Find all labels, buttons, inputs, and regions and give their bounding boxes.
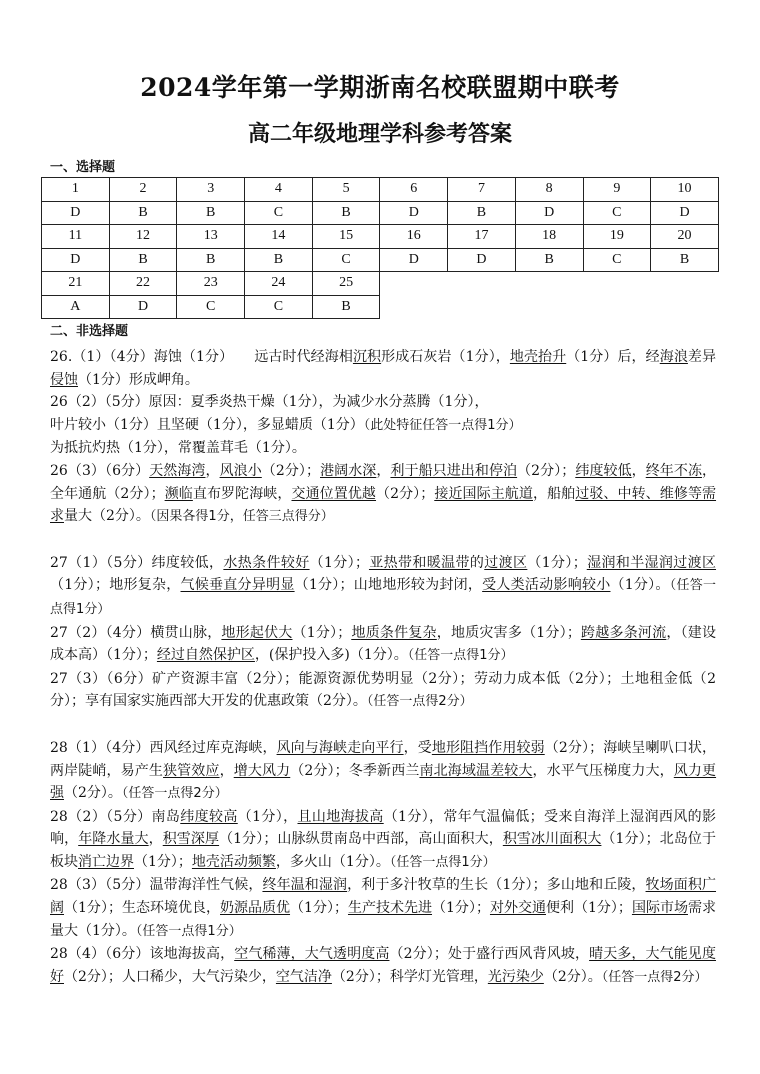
answer-text: （2分）。 <box>543 968 602 985</box>
answer-text: （1分）， <box>237 808 298 825</box>
scoring-note: （任答一点得2分） <box>121 786 228 802</box>
page-subtitle: 高二年级地理学科参考答案 <box>247 121 512 147</box>
question-number-cell: 13 <box>177 225 245 249</box>
answer-cell: D <box>380 248 448 272</box>
answer-text: （1分）； <box>134 853 192 870</box>
scoring-note: （任答一点得2分） <box>366 694 473 710</box>
key-point-text: 跨越多条河流 <box>580 624 667 641</box>
key-point-text: 风力更强 <box>50 762 717 802</box>
answer-text: 便利（1分）； <box>545 900 632 917</box>
answer-row <box>42 295 719 319</box>
answer-paragraph <box>50 437 716 460</box>
answer-text: （2分）； <box>261 462 320 479</box>
key-point-text: 牧场面积广阔 <box>50 877 717 917</box>
answer-text: （1分）；地形复杂， <box>50 577 181 594</box>
question-number-cell: 22 <box>109 272 177 296</box>
key-point-text: 地形阻挡作用较弱 <box>431 739 545 756</box>
key-point-text: 受人类活动影响较小 <box>482 577 611 594</box>
answer-text: ，受 <box>403 739 432 756</box>
answer-cell: B <box>312 295 380 319</box>
answer-text: （1分），常年气温偏低；受来自海洋上湿润西风的影响， <box>50 808 716 848</box>
key-point-text: 晴天多，大气能见度好 <box>50 946 716 985</box>
empty-cell <box>583 295 651 319</box>
answer-cell: D <box>109 295 177 319</box>
answer-text: ， <box>148 831 163 848</box>
question-number-row <box>42 178 719 202</box>
key-point-text: 年降水量大 <box>78 831 149 848</box>
answer-text: 26.（1）（4分）海蚀（1分） 远古时代经海相 <box>50 349 353 365</box>
key-point-text: 风浪小 <box>219 462 262 479</box>
key-point-text: 生产技术先进 <box>347 900 433 917</box>
question-number-cell: 17 <box>448 225 516 249</box>
key-point-text: 地形起伏大 <box>221 624 293 641</box>
answer-text: 需求量大（1分）。 <box>50 900 716 939</box>
answer-text: （2分）； <box>376 485 435 502</box>
key-point-text: 且山地海拔高 <box>297 808 384 825</box>
answer-text: （1分）； <box>309 554 369 571</box>
answer-cell: D <box>448 248 516 272</box>
answer-cell: D <box>42 201 110 225</box>
empty-cell <box>651 272 719 296</box>
question-number-cell: 5 <box>312 178 380 202</box>
scoring-note: （任答一点得2分） <box>601 969 708 985</box>
key-point-text: 地壳抬升 <box>509 349 567 365</box>
question-number-cell: 16 <box>380 225 448 249</box>
key-point-text: 终年不冻 <box>645 462 703 479</box>
key-point-text: 积雪深厚 <box>162 831 220 848</box>
answer-paragraph <box>50 346 716 391</box>
scoring-note: （任答一点得1分） <box>135 923 242 939</box>
answer-paragraph <box>50 552 716 622</box>
key-point-text: 奶源品质优 <box>220 900 291 917</box>
answer-cell: B <box>448 201 516 225</box>
answer-text: （2分）；海峡呈喇叭口状，两岸陡峭，易产生 <box>50 739 717 779</box>
answer-paragraph <box>50 668 716 714</box>
answer-paragraph <box>50 874 716 943</box>
page-title: 2024学年第一学期浙南名校联盟期中联考 <box>140 73 620 102</box>
question-number-cell: 8 <box>515 178 583 202</box>
question-number-cell: 14 <box>245 225 313 249</box>
key-point-text: 交通位置优越 <box>291 485 377 502</box>
answer-cell: B <box>312 201 380 225</box>
answer-text: 28（4）（6分）该地海拔高， <box>50 946 235 963</box>
question-number-cell: 25 <box>312 272 380 296</box>
answer-text: （1分）；山脉纵贯南岛中西部，高山面积大， <box>219 831 503 848</box>
answer-text: ，利于多汁牧草的生长（1分）；多山地和丘陵， <box>347 877 646 894</box>
answer-cell: B <box>515 248 583 272</box>
key-point-text: 水热条件较好 <box>223 554 310 571</box>
answer-cell: A <box>42 295 110 319</box>
answer-text: 差异 <box>687 349 716 365</box>
answer-cell: D <box>651 201 719 225</box>
key-point-text: 空气稀薄，大气透明度高 <box>234 946 390 963</box>
answer-paragraph <box>50 460 716 529</box>
empty-cell <box>380 272 448 296</box>
question-number-row <box>42 225 719 249</box>
empty-cell <box>380 295 448 319</box>
answer-text: 26（3）（6分） <box>50 462 150 479</box>
question-number-cell: 21 <box>42 272 110 296</box>
answer-cell: C <box>312 248 380 272</box>
question-number-cell: 15 <box>312 225 380 249</box>
answer-text-body <box>50 346 716 989</box>
scoring-note: （任答一点得1分） <box>407 648 514 664</box>
answer-text: 27（2）（4分）横贯山脉， <box>50 624 222 641</box>
key-point-text: 沉积 <box>352 349 382 365</box>
scoring-note: （此处特征任答一点得1分） <box>363 417 522 433</box>
answer-cell: C <box>583 248 651 272</box>
answer-cell: D <box>380 201 448 225</box>
key-point-text: 亚热带和暖温带 <box>368 554 470 571</box>
key-point-text: 地壳活动频繁 <box>191 853 276 870</box>
answer-text: （1分）； <box>527 554 587 571</box>
key-point-text: 空气洁净 <box>275 968 332 985</box>
answer-cell: B <box>109 201 177 225</box>
answer-cell: D <box>515 201 583 225</box>
answer-text: （2分）。 <box>64 785 122 802</box>
question-number-cell: 7 <box>448 178 516 202</box>
answer-cell: B <box>177 248 245 272</box>
answer-text: ，地质灾害多（1分）； <box>436 624 581 641</box>
key-point-text: 接近国际主航道 <box>434 485 533 502</box>
key-point-text: 天然海湾 <box>149 462 206 479</box>
key-point-text: 积雪冰川面积大 <box>502 831 602 848</box>
question-number-cell: 24 <box>245 272 313 296</box>
answer-cell: C <box>245 295 313 319</box>
answer-cell: D <box>42 248 110 272</box>
answer-text: （1分）形成岬角。 <box>78 371 199 388</box>
key-point-text: 过驳、中转、维修等需求 <box>50 485 717 525</box>
answer-text: 27（3）（6分）矿产资源丰富（2分）；能源资源优势明显（2分）；劳动力成本低（2分）；土地租金低（2分）；享有国家实施西部大开发的优惠政策（2分）。 <box>50 670 716 710</box>
answer-text: ， <box>205 462 220 479</box>
empty-cell <box>448 272 516 296</box>
answer-text: ，全年通航（2分）； <box>50 462 717 502</box>
section-heading-multiple-choice: 一、选择题 <box>50 160 116 175</box>
answer-text: （2分）；冬季新西兰 <box>290 762 420 779</box>
answer-text: 直布罗陀海峡， <box>192 485 292 502</box>
empty-cell <box>651 295 719 319</box>
question-number-cell: 3 <box>177 178 245 202</box>
empty-cell <box>448 295 516 319</box>
answer-text: 为抵抗灼热（1分），常覆盖茸毛（1分）。 <box>50 440 306 457</box>
answer-text: ，水平气压梯度力大， <box>532 762 674 779</box>
key-point-text: 地质条件复杂 <box>351 624 437 641</box>
section-heading-non-multiple-choice: 二、非选择题 <box>50 324 129 339</box>
question-number-row <box>42 272 719 296</box>
key-point-text: 对外交通 <box>489 900 546 917</box>
answer-cell: B <box>245 248 313 272</box>
answer-text: （2分）；处于盛行西风背风坡， <box>389 946 590 963</box>
key-point-text: 风向与海峡走向平行 <box>276 739 404 756</box>
answer-cell: C <box>177 295 245 319</box>
key-point-text: 消亡边界 <box>78 853 134 870</box>
paragraph-spacer <box>50 529 716 552</box>
answer-cell: B <box>651 248 719 272</box>
answer-text: （1分）；北岛位于板块 <box>50 831 717 870</box>
question-number-cell: 18 <box>515 225 583 249</box>
question-number-cell: 23 <box>177 272 245 296</box>
answer-text: ， <box>376 462 391 479</box>
answer-text: ，（建设成本高）（1分）； <box>50 624 717 664</box>
answer-text: ，船舶 <box>532 485 576 502</box>
key-point-text: 过渡区 <box>484 554 528 571</box>
paragraph-spacer <box>50 714 716 737</box>
question-number-cell: 19 <box>583 225 651 249</box>
answer-text: 叶片较小（1分）且坚硬（1分），多显蜡质（1分） <box>50 416 364 433</box>
answer-text: 28（2）（5分）南岛 <box>50 808 181 825</box>
answer-text: 27（1）（5分）纬度较低， <box>50 554 224 571</box>
key-point-text: 濒临 <box>164 485 193 502</box>
empty-cell <box>515 272 583 296</box>
key-point-text: 国际市场 <box>631 900 688 917</box>
key-point-text: 气候垂直分异明显 <box>180 577 295 594</box>
answer-text: （2分）；人口稀少，大气污染少， <box>64 968 276 985</box>
key-point-text: 利于船只进出和停泊 <box>390 462 518 479</box>
answer-paragraph <box>50 414 716 438</box>
key-point-text: 纬度较低 <box>575 462 632 479</box>
key-point-text: 港阔水深 <box>320 462 377 479</box>
question-number-cell: 10 <box>651 178 719 202</box>
answer-cell: C <box>245 201 313 225</box>
key-point-text: 终年温和湿润 <box>262 877 348 894</box>
key-point-text: 增大风力 <box>233 762 291 779</box>
scoring-note: （因果各得1分，任答三点得分） <box>149 509 334 525</box>
key-point-text: 狭管效应 <box>163 762 220 779</box>
answer-text: ，多火山（1分）。 <box>275 853 390 870</box>
answer-text: （1分）；生态环境优良， <box>64 900 220 917</box>
question-number-cell: 9 <box>583 178 651 202</box>
answer-text: ， <box>219 762 234 779</box>
scoring-note: （任答一点得1分） <box>389 854 496 870</box>
answer-text: 26（2）（5分）原因：夏季炎热干燥（1分），为减少水分蒸腾（1分）， <box>50 394 489 411</box>
key-point-text: 南北海域温差较大 <box>419 762 533 779</box>
answer-text: （1分）； <box>432 900 490 917</box>
key-point-text: 光污染少 <box>487 968 544 985</box>
question-number-cell: 2 <box>109 178 177 202</box>
answer-paragraph <box>50 737 716 806</box>
question-number-cell: 6 <box>380 178 448 202</box>
answer-table <box>41 177 719 319</box>
question-number-cell: 11 <box>42 225 110 249</box>
answer-cell: C <box>583 201 651 225</box>
answer-text: （1分）； <box>292 624 352 641</box>
answer-text: （1分）。 <box>610 577 670 594</box>
question-number-cell: 12 <box>109 225 177 249</box>
empty-cell <box>583 272 651 296</box>
key-point-text: 经过自然保护区 <box>156 647 255 664</box>
answer-paragraph <box>50 806 716 875</box>
question-number-cell: 4 <box>245 178 313 202</box>
key-point-text: 侵蚀 <box>50 371 78 388</box>
answer-text: （1分）后，经 <box>566 349 660 365</box>
answer-text: ，(保护投入多)（1分）。 <box>254 647 408 664</box>
answer-paragraph <box>50 622 716 668</box>
answer-text: ， <box>631 462 646 479</box>
answer-cell: B <box>109 248 177 272</box>
answer-text: （1分）；山地地形较为封闭， <box>294 577 483 594</box>
key-point-text: 海浪 <box>659 349 688 365</box>
answer-text: 形成石灰岩（1分）， <box>381 349 510 365</box>
empty-cell <box>515 295 583 319</box>
key-point-text: 纬度较高 <box>180 808 238 825</box>
answer-text: 量大（2分）。 <box>64 508 150 525</box>
answer-row <box>42 201 719 225</box>
question-number-cell: 1 <box>42 178 110 202</box>
answer-cell: B <box>177 201 245 225</box>
answer-text: （1分）； <box>290 900 348 917</box>
answer-text: 28（3）（5分）温带海洋性气候， <box>50 877 263 894</box>
answer-text: 的 <box>469 554 485 571</box>
scoring-note: （任答一点得1分） <box>50 578 716 617</box>
answer-text: （2分）； <box>517 462 576 479</box>
key-point-text: 湿润和半湿润过渡区 <box>586 554 717 571</box>
answer-paragraph <box>50 943 716 989</box>
answer-row <box>42 248 719 272</box>
answer-paragraph <box>50 391 716 414</box>
question-number-cell: 20 <box>651 225 719 249</box>
answer-text: （2分）；科学灯光管理， <box>331 968 488 985</box>
answer-text: 28（1）（4分）西风经过库克海峡， <box>50 739 277 756</box>
